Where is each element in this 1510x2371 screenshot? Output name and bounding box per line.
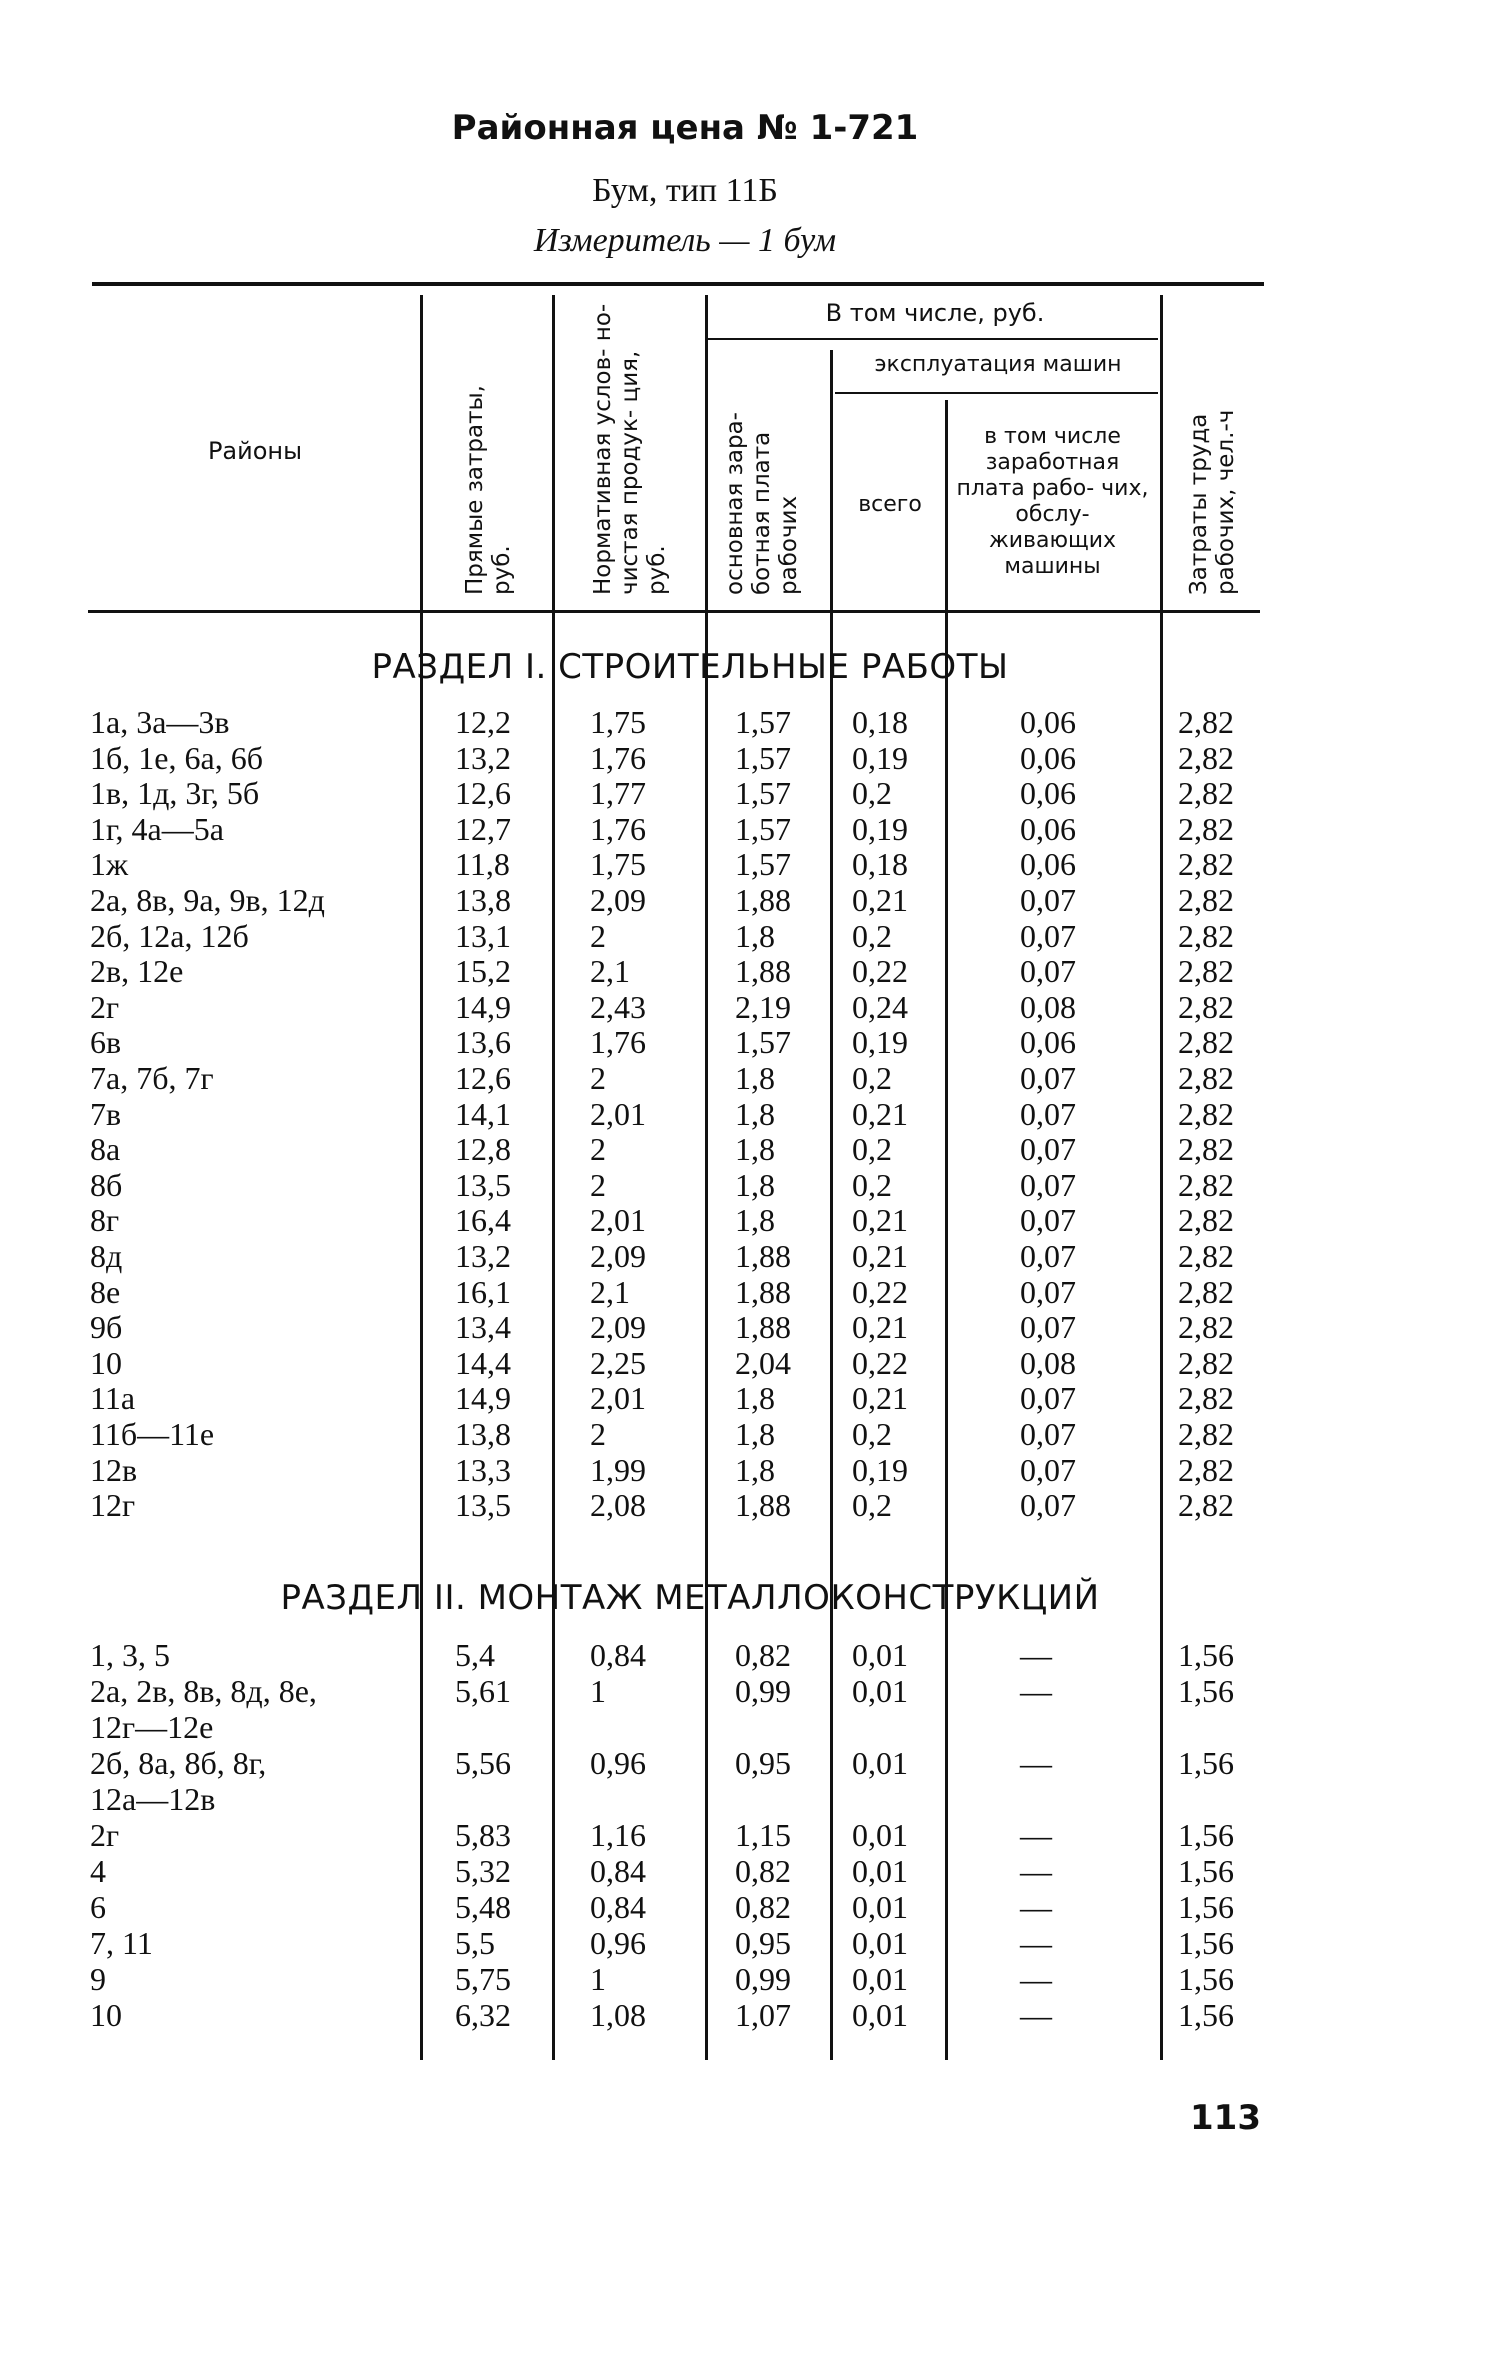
table-row (0, 1962, 1510, 1997)
cell-direct-costs: 16,1 (455, 1273, 511, 1310)
cell-normative-product: 1,76 (590, 739, 646, 776)
cell-labor: 2,82 (1178, 1060, 1234, 1096)
cell-machine-wages: 0,07 (1020, 1416, 1076, 1452)
cell-normative-product: 2,09 (590, 1238, 646, 1274)
cell-machines-total: 0,19 (852, 1024, 908, 1061)
page-number: 113 (1190, 2098, 1261, 2138)
cell-labor: 2,82 (1178, 704, 1234, 740)
table-row (0, 1025, 1510, 1060)
cell-region: 8е (90, 1273, 121, 1310)
table-row (0, 1890, 1510, 1925)
cell-direct-costs: 13,8 (455, 1416, 511, 1452)
header-regions: Районы (207, 437, 303, 465)
cell-normative-product: 0,84 (590, 1637, 646, 1673)
cell-wages: 1,57 (735, 739, 791, 776)
cell-machine-wages: — (1020, 1997, 1052, 2033)
cell-wages: 1,8 (735, 1131, 775, 1168)
cell-region: 12в (90, 1451, 138, 1488)
cell-machine-wages: — (1020, 1637, 1052, 1673)
cell-direct-costs: 5,75 (455, 1961, 511, 1997)
cell-machine-wages: 0,07 (1020, 1166, 1076, 1203)
cell-region: 9 (90, 1961, 106, 1997)
cell-region: 10 (90, 1344, 122, 1381)
cell-normative-product: 1,08 (590, 1997, 646, 2033)
cell-wages: 1,8 (735, 1166, 775, 1203)
cell-labor: 1,56 (1178, 1637, 1234, 1673)
cell-wages: 0,99 (735, 1673, 791, 1709)
cell-machines-total: 0,01 (852, 1997, 908, 2033)
table-row (0, 1710, 1510, 1745)
cell-labor: 2,82 (1178, 1416, 1234, 1452)
cell-machine-wages: — (1020, 1745, 1052, 1781)
cell-direct-costs: 14,1 (455, 1095, 511, 1132)
cell-machines-total: 0,01 (852, 1889, 908, 1925)
cell-direct-costs: 12,6 (455, 1060, 511, 1096)
cell-machine-wages: 0,07 (1020, 882, 1076, 918)
cell-region: 11б—11е (90, 1416, 215, 1452)
cell-wages: 1,57 (735, 846, 791, 883)
cell-machines-total: 0,21 (852, 1095, 908, 1132)
cell-region: 2б, 8а, 8б, 8г, (90, 1745, 267, 1781)
cell-labor: 2,82 (1178, 1344, 1234, 1381)
cell-normative-product: 2 (590, 917, 606, 954)
cell-machines-total: 0,2 (852, 1060, 892, 1096)
table-row (0, 1417, 1510, 1452)
table-row (0, 741, 1510, 776)
cell-machines-total: 0,18 (852, 846, 908, 883)
cell-machines-total: 0,2 (852, 775, 892, 812)
header-machines: эксплуатация машин (874, 352, 1122, 377)
cell-normative-product: 2,25 (590, 1344, 646, 1381)
cell-machines-total: 0,19 (852, 1451, 908, 1488)
cell-region: 2б, 12а, 12б (90, 917, 249, 954)
page-title: Районная цена № 1-721 (451, 108, 919, 148)
cell-wages: 1,88 (735, 953, 791, 990)
cell-machines-total: 0,01 (852, 1817, 908, 1853)
cell-machine-wages: 0,08 (1020, 1344, 1076, 1381)
cell-machines-total: 0,21 (852, 1309, 908, 1346)
cell-normative-product: 1,16 (590, 1817, 646, 1853)
table-row (0, 919, 1510, 954)
cell-region: 2а, 8в, 9а, 9в, 12д (90, 882, 325, 918)
cell-labor: 2,82 (1178, 1024, 1234, 1061)
cell-machine-wages: 0,07 (1020, 1060, 1076, 1096)
header-direct-costs: Прямые затраты, руб. (462, 385, 515, 595)
cell-wages: 0,82 (735, 1637, 791, 1673)
table-row (0, 954, 1510, 989)
cell-normative-product: 2,01 (590, 1095, 646, 1132)
cell-region: 12г—12е (90, 1709, 214, 1745)
cell-direct-costs: 13,2 (455, 739, 511, 776)
header-wages: основная зара- ботная плата рабочих (722, 412, 802, 595)
table-row (0, 990, 1510, 1025)
cell-machine-wages: 0,07 (1020, 917, 1076, 954)
cell-machines-total: 0,01 (852, 1745, 908, 1781)
cell-machine-wages: 0,07 (1020, 1487, 1076, 1524)
cell-region: 2в, 12е (90, 953, 184, 990)
cell-labor: 1,56 (1178, 1997, 1234, 2033)
cell-machine-wages: 0,06 (1020, 846, 1076, 883)
cell-labor: 2,82 (1178, 1309, 1234, 1346)
cell-machines-total: 0,2 (852, 1131, 892, 1168)
cell-machines-total: 0,01 (852, 1961, 908, 1997)
cell-machine-wages: — (1020, 1925, 1052, 1961)
header-labor: Затраты труда рабочих, чел.-ч (1186, 409, 1239, 595)
table-row (0, 1275, 1510, 1310)
cell-labor: 1,56 (1178, 1925, 1234, 1961)
table-row (0, 1239, 1510, 1274)
cell-labor: 1,56 (1178, 1961, 1234, 1997)
table-row (0, 1926, 1510, 1961)
table-row (0, 1346, 1510, 1381)
cell-labor: 2,82 (1178, 1131, 1234, 1168)
header-machines-total: всего (858, 492, 922, 517)
cell-wages: 0,82 (735, 1853, 791, 1889)
cell-region: 6 (90, 1889, 106, 1925)
cell-direct-costs: 13,8 (455, 882, 511, 918)
cell-normative-product: 2,1 (590, 1273, 630, 1310)
cell-wages: 1,88 (735, 1238, 791, 1274)
cell-direct-costs: 13,6 (455, 1024, 511, 1061)
cell-machines-total: 0,22 (852, 1273, 908, 1310)
cell-normative-product: 2,43 (590, 988, 646, 1025)
cell-region: 9б (90, 1309, 123, 1346)
cell-labor: 2,82 (1178, 1487, 1234, 1524)
cell-direct-costs: 5,5 (455, 1925, 495, 1961)
page-subtitle: Бум, тип 11Б (592, 172, 778, 209)
table-row (0, 1818, 1510, 1853)
cell-machine-wages: — (1020, 1817, 1052, 1853)
cell-machines-total: 0,24 (852, 988, 908, 1025)
cell-wages: 1,15 (735, 1817, 791, 1853)
cell-machine-wages: 0,06 (1020, 775, 1076, 812)
cell-machine-wages: 0,07 (1020, 1238, 1076, 1274)
cell-direct-costs: 5,83 (455, 1817, 511, 1853)
cell-machine-wages: 0,06 (1020, 1024, 1076, 1061)
machines-rule (835, 392, 1158, 394)
cell-wages: 1,8 (735, 1451, 775, 1488)
cell-labor: 1,56 (1178, 1817, 1234, 1853)
cell-machines-total: 0,2 (852, 1416, 892, 1452)
cell-labor: 2,82 (1178, 1380, 1234, 1417)
cell-wages: 1,57 (735, 1024, 791, 1061)
cell-wages: 1,8 (735, 1380, 775, 1417)
cell-direct-costs: 13,1 (455, 917, 511, 954)
cell-labor: 2,82 (1178, 882, 1234, 918)
cell-normative-product: 0,84 (590, 1889, 646, 1925)
table-row (0, 1782, 1510, 1817)
cell-normative-product: 1,75 (590, 846, 646, 883)
cell-region: 8а (90, 1131, 121, 1168)
table-row (0, 1854, 1510, 1889)
cell-labor: 2,82 (1178, 1238, 1234, 1274)
table-row (0, 1132, 1510, 1167)
cell-region: 1ж (90, 846, 129, 883)
cell-wages: 1,57 (735, 704, 791, 740)
cell-labor: 2,82 (1178, 1095, 1234, 1132)
cell-machine-wages: 0,07 (1020, 1131, 1076, 1168)
header-bottom-rule (88, 610, 1260, 613)
cell-direct-costs: 12,6 (455, 775, 511, 812)
cell-machine-wages: — (1020, 1961, 1052, 1997)
cell-region: 10 (90, 1997, 122, 2033)
cell-direct-costs: 15,2 (455, 953, 511, 990)
cell-normative-product: 2 (590, 1416, 606, 1452)
cell-region: 12а—12в (90, 1781, 216, 1817)
cell-labor: 2,82 (1178, 1273, 1234, 1310)
cell-wages: 1,88 (735, 1487, 791, 1524)
cell-normative-product: 2 (590, 1166, 606, 1203)
cell-normative-product: 1 (590, 1673, 606, 1709)
cell-wages: 1,8 (735, 1095, 775, 1132)
cell-wages: 1,57 (735, 810, 791, 847)
cell-region: 11а (90, 1380, 136, 1417)
cell-region: 8г (90, 1202, 120, 1239)
cell-machine-wages: — (1020, 1889, 1052, 1925)
measure-unit: Измеритель — 1 бум (533, 222, 837, 259)
cell-normative-product: 0,84 (590, 1853, 646, 1889)
table-row (0, 1746, 1510, 1781)
table-row (0, 1638, 1510, 1673)
cell-labor: 1,56 (1178, 1745, 1234, 1781)
cell-wages: 1,8 (735, 1202, 775, 1239)
cell-direct-costs: 13,5 (455, 1487, 511, 1524)
cell-machine-wages: 0,07 (1020, 1202, 1076, 1239)
cell-normative-product: 2 (590, 1060, 606, 1096)
cell-normative-product: 0,96 (590, 1925, 646, 1961)
cell-region: 1а, 3а—3в (90, 704, 230, 740)
cell-wages: 1,07 (735, 1997, 791, 2033)
cell-labor: 2,82 (1178, 1166, 1234, 1203)
cell-machine-wages: 0,08 (1020, 988, 1076, 1025)
cell-labor: 2,82 (1178, 810, 1234, 847)
cell-region: 8б (90, 1166, 123, 1203)
header-top-rule (92, 282, 1264, 286)
cell-normative-product: 2,1 (590, 953, 630, 990)
table-row (0, 1674, 1510, 1709)
cell-labor: 1,56 (1178, 1673, 1234, 1709)
table-row (0, 1310, 1510, 1345)
cell-wages: 2,04 (735, 1344, 791, 1381)
cell-normative-product: 1,75 (590, 704, 646, 740)
cell-normative-product: 1,76 (590, 810, 646, 847)
table-row (0, 883, 1510, 918)
cell-normative-product: 2,08 (590, 1487, 646, 1524)
cell-region: 1б, 1е, 6а, 6б (90, 739, 263, 776)
cell-wages: 0,95 (735, 1925, 791, 1961)
section-2-title: РАЗДЕЛ II. МОНТАЖ МЕТАЛЛОКОНСТРУКЦИЙ (280, 1578, 1100, 1618)
cell-labor: 2,82 (1178, 739, 1234, 776)
table-row (0, 1381, 1510, 1416)
cell-wages: 1,8 (735, 917, 775, 954)
cell-normative-product: 1 (590, 1961, 606, 1997)
cell-wages: 1,8 (735, 1060, 775, 1096)
cell-labor: 2,82 (1178, 988, 1234, 1025)
cell-machine-wages: 0,07 (1020, 1451, 1076, 1488)
cell-region: 1, 3, 5 (90, 1637, 170, 1673)
cell-direct-costs: 6,32 (455, 1997, 511, 2033)
cell-direct-costs: 12,8 (455, 1131, 511, 1168)
cell-direct-costs: 12,2 (455, 704, 511, 740)
cell-normative-product: 2,01 (590, 1202, 646, 1239)
cell-machine-wages: 0,06 (1020, 704, 1076, 740)
cell-machines-total: 0,21 (852, 1380, 908, 1417)
cell-direct-costs: 5,4 (455, 1637, 495, 1673)
cell-normative-product: 2,01 (590, 1380, 646, 1417)
cell-wages: 1,88 (735, 1309, 791, 1346)
cell-region: 2г (90, 988, 120, 1025)
cell-region: 7в (90, 1095, 122, 1132)
cell-machines-total: 0,22 (852, 1344, 908, 1381)
cell-direct-costs: 14,9 (455, 988, 511, 1025)
cell-machine-wages: 0,07 (1020, 1273, 1076, 1310)
cell-labor: 2,82 (1178, 775, 1234, 812)
cell-normative-product: 1,76 (590, 1024, 646, 1061)
header-machine-wages: в том числе заработная плата рабо- чих, обслу- живающих машины (956, 424, 1149, 579)
header-including: В том числе, руб. (825, 299, 1045, 327)
cell-normative-product: 2,09 (590, 1309, 646, 1346)
cell-wages: 2,19 (735, 988, 791, 1025)
cell-region: 12г (90, 1487, 136, 1524)
cell-machines-total: 0,01 (852, 1637, 908, 1673)
table-row (0, 1488, 1510, 1523)
cell-machines-total: 0,19 (852, 810, 908, 847)
table-row (0, 705, 1510, 740)
table-row (0, 1061, 1510, 1096)
cell-machine-wages: — (1020, 1853, 1052, 1889)
cell-region: 7, 11 (90, 1925, 153, 1961)
cell-direct-costs: 13,3 (455, 1451, 511, 1488)
table-row (0, 812, 1510, 847)
cell-wages: 1,88 (735, 882, 791, 918)
cell-direct-costs: 12,7 (455, 810, 511, 847)
cell-direct-costs: 11,8 (455, 846, 510, 883)
cell-normative-product: 2,09 (590, 882, 646, 918)
cell-machine-wages: 0,07 (1020, 953, 1076, 990)
cell-machines-total: 0,01 (852, 1925, 908, 1961)
cell-region: 8д (90, 1238, 123, 1274)
cell-machines-total: 0,2 (852, 1166, 892, 1203)
table-row (0, 776, 1510, 811)
cell-region: 1г, 4а—5а (90, 810, 224, 847)
cell-machine-wages: 0,06 (1020, 810, 1076, 847)
cell-wages: 0,99 (735, 1961, 791, 1997)
cell-region: 6в (90, 1024, 122, 1061)
cell-machines-total: 0,01 (852, 1673, 908, 1709)
cell-labor: 1,56 (1178, 1889, 1234, 1925)
cell-direct-costs: 14,9 (455, 1380, 511, 1417)
cell-direct-costs: 13,2 (455, 1238, 511, 1274)
cell-direct-costs: 5,32 (455, 1853, 511, 1889)
cell-machines-total: 0,18 (852, 704, 908, 740)
cell-labor: 2,82 (1178, 917, 1234, 954)
cell-region: 7а, 7б, 7г (90, 1060, 214, 1096)
cell-labor: 2,82 (1178, 953, 1234, 990)
table-row (0, 1998, 1510, 2033)
cell-wages: 1,57 (735, 775, 791, 812)
cell-machine-wages: 0,07 (1020, 1309, 1076, 1346)
cell-machines-total: 0,01 (852, 1853, 908, 1889)
cell-direct-costs: 5,56 (455, 1745, 511, 1781)
cell-machine-wages: 0,07 (1020, 1380, 1076, 1417)
cell-wages: 0,82 (735, 1889, 791, 1925)
cell-machines-total: 0,19 (852, 739, 908, 776)
cell-machine-wages: — (1020, 1673, 1052, 1709)
cell-labor: 1,56 (1178, 1853, 1234, 1889)
cell-region: 4 (90, 1853, 106, 1889)
cell-normative-product: 2 (590, 1131, 606, 1168)
header-normative-product: Нормативная услов- но-чистая продук- ция, руб. (590, 303, 670, 595)
cell-machines-total: 0,21 (852, 1202, 908, 1239)
cell-normative-product: 0,96 (590, 1745, 646, 1781)
cell-direct-costs: 14,4 (455, 1344, 511, 1381)
section-1-title: РАЗДЕЛ I. СТРОИТЕЛЬНЫЕ РАБОТЫ (371, 647, 1009, 687)
cell-labor: 2,82 (1178, 846, 1234, 883)
cell-wages: 1,8 (735, 1416, 775, 1452)
cell-machine-wages: 0,06 (1020, 739, 1076, 776)
cell-direct-costs: 5,48 (455, 1889, 511, 1925)
cell-machines-total: 0,2 (852, 1487, 892, 1524)
cell-labor: 2,82 (1178, 1202, 1234, 1239)
cell-machine-wages: 0,07 (1020, 1095, 1076, 1132)
cell-normative-product: 1,77 (590, 775, 646, 812)
table-row (0, 1203, 1510, 1238)
cell-machines-total: 0,22 (852, 953, 908, 990)
cell-labor: 2,82 (1178, 1451, 1234, 1488)
cell-machines-total: 0,21 (852, 882, 908, 918)
cell-machines-total: 0,2 (852, 917, 892, 954)
cell-direct-costs: 13,5 (455, 1166, 511, 1203)
cell-direct-costs: 5,61 (455, 1673, 511, 1709)
table-row (0, 847, 1510, 882)
cell-wages: 1,88 (735, 1273, 791, 1310)
cell-normative-product: 1,99 (590, 1451, 646, 1488)
table-row (0, 1097, 1510, 1132)
cell-direct-costs: 16,4 (455, 1202, 511, 1239)
table-row (0, 1453, 1510, 1488)
cell-region: 1в, 1д, 3г, 5б (90, 775, 260, 812)
cell-region: 2г (90, 1817, 120, 1853)
cell-region: 2а, 2в, 8в, 8д, 8е, (90, 1673, 317, 1709)
including-rule (708, 338, 1158, 340)
cell-machines-total: 0,21 (852, 1238, 908, 1274)
table-row (0, 1168, 1510, 1203)
cell-wages: 0,95 (735, 1745, 791, 1781)
cell-direct-costs: 13,4 (455, 1309, 511, 1346)
